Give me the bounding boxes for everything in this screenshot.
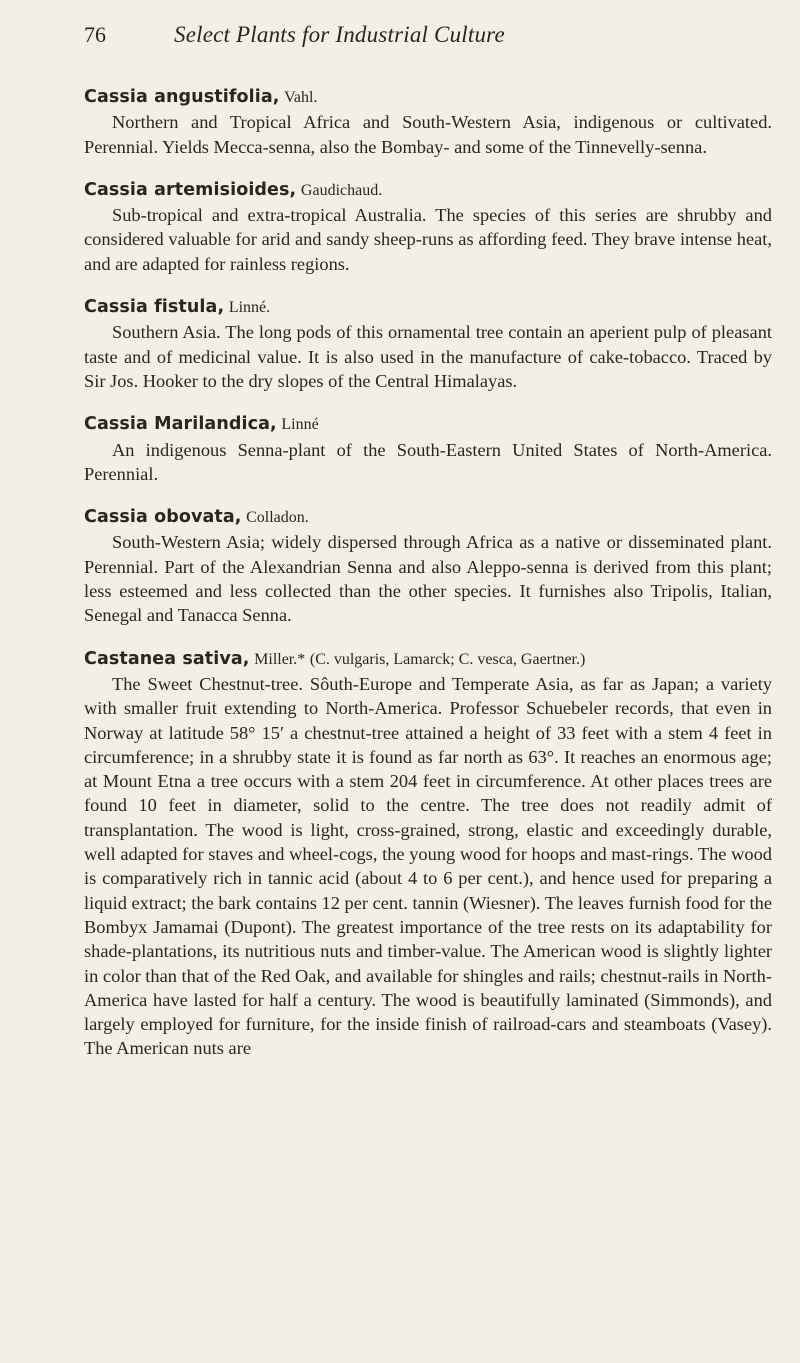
species-name: Cassia obovata, [84,507,242,528]
species-synonyms: (C. vulgaris, Lamarck; C. vesca, Gaertner.) [309,650,586,668]
species-name: Cassia artemisioides, [84,179,297,200]
species-author: Linné. [228,299,271,317]
page-number: 76 [84,22,106,47]
entry-text: Northern and Tropical Africa and South-Western Asia, indigenous or cultivated. Perennial. Yields Mecca-senna, also the Bombay- and some of the Tinnevelly-senna. [84,112,772,157]
running-title: Select Plants for Industrial Culture [174,22,505,47]
species-author: Linné [281,416,319,434]
entry-heading [84,504,772,530]
entry-heading [84,177,772,203]
entry-text: Southern Asia. The long pods of this ornamental tree contain an aperient pulp of pleasant taste and of medicinal value. It is also used in the manufacture of cake-tobacco. Traced by Sir Jos. Hooker to the dry slopes of the Central Himalayas. [84,322,772,391]
entry-cassia-artemisioides [84,177,772,276]
entry-cassia-marilandica [84,411,772,486]
entry-cassia-obovata [84,504,772,627]
entry-castanea-sativa [84,646,772,1061]
page-body [84,84,772,1079]
entry-heading [84,294,772,320]
species-name: Cassia fistula, [84,297,225,318]
species-name: Cassia Marilandica, [84,414,277,435]
entry-text: The Sweet Chestnut-tree. Sôuth-Europe and Temperate Asia, as far as Japan; a variety with smaller fruit extending to North-America. Professor Schuebeler records, that even in Norway at latitude 58° 15′ a chestnut-tree attained a height of 33 feet with a stem 4 feet in circumference; in a shrubby state it is found as far north as 63°. It reaches an enormous age; at Mount Etna a tree occurs with a stem 204 feet in circumference. At other places trees are found 10 feet in diameter, solid to the centre. The tree does not readily admit of transplantation. The wood is light, cross-grained, strong, elastic and exceedingly durable, well adapted for staves and wheel-cogs, the young wood for hoops and mast-rings. The wood is comparatively rich in tannic acid (about 4 to 6 per cent.), and hence used for preparing a liquid extract; the bark contains 12 per cent. tannin (Wiesner). The leaves furnish food for the Bombyx Jamamai (Dupont). The greatest importance of the tree rests on its adaptability for shade-plantations, its nutritious nuts and timber-value. The American wood is slightly lighter in color than that of the Red Oak, and available for shingles and rails; chestnut-rails in North-America have lasted for half a century. The wood is beautifully laminated (Simmonds), and largely employed for furniture, for the inside finish of railroad-cars and steamboats (Vasey). The American nuts are [84,673,772,1059]
species-name: Cassia angustifolia, [84,87,280,107]
page-header [84,22,774,48]
entry-heading [84,84,772,110]
species-author: Colladon. [246,509,309,527]
species-author: Miller.* [254,650,306,668]
entry-cassia-fistula [84,294,772,393]
species-author: Vahl. [284,89,318,106]
entry-heading [84,411,772,437]
entry-text: Sub-tropical and extra-tropical Australia. The species of this series are shrubby and considered valuable for arid and sandy sheep-runs as affording feed. They brave intense heat, and are adapted for rainless regions. [84,205,772,274]
species-name: Castanea sativa, [84,648,250,669]
entry-heading [84,646,772,672]
species-author: Gaudichaud. [300,181,383,199]
entry-cassia-angustifolia [84,84,772,159]
entry-text: South-Western Asia; widely dispersed through Africa as a native or disseminated plant. Perennial. Part of the Alexandrian Senna and also Aleppo-senna is derived from this plant; less esteemed and less collected than the other species. It furnishes also Tripolis, Italian, Senegal and Tanacca Senna. [84,532,772,626]
entry-text: An indigenous Senna-plant of the South-Eastern United States of North-America. Perennial. [84,439,772,484]
